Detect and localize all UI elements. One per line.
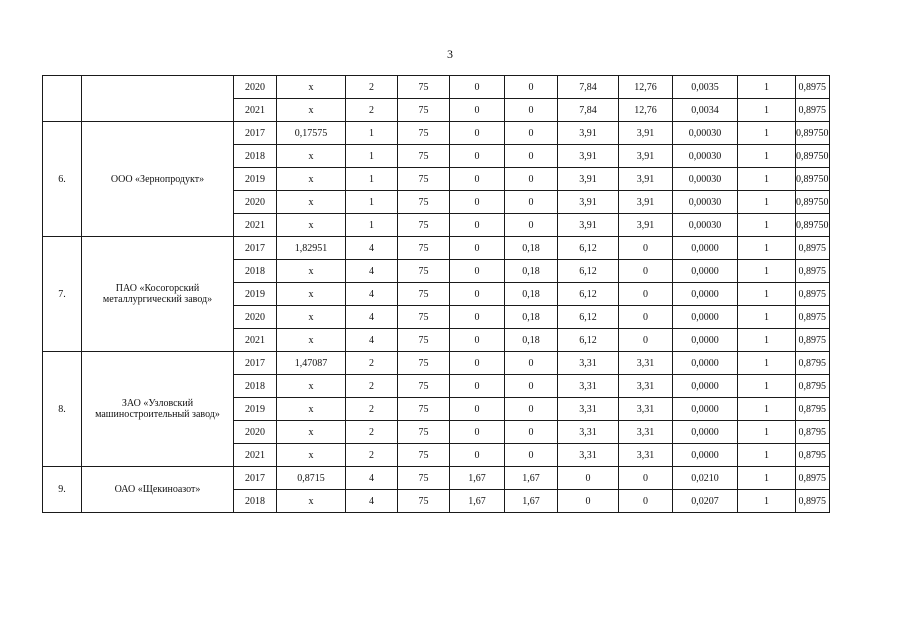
table-cell: x	[277, 283, 346, 306]
table-cell: 0,89750	[796, 214, 830, 237]
table-cell: 3,91	[558, 122, 619, 145]
table-cell: 0,0000	[673, 237, 738, 260]
table-cell: 3,31	[558, 375, 619, 398]
table-cell: 2021	[234, 99, 277, 122]
table-cell: 4	[346, 260, 398, 283]
table-cell: 75	[398, 398, 450, 421]
table-cell: 0,0000	[673, 444, 738, 467]
table-cell: 0	[450, 260, 505, 283]
table-cell: 0	[505, 352, 558, 375]
table-cell: 1	[738, 375, 796, 398]
table-cell: 0	[450, 237, 505, 260]
table-cell: 0	[450, 421, 505, 444]
row-number-cell: 6.	[43, 122, 82, 237]
table-cell: 7,84	[558, 99, 619, 122]
company-name-cell	[82, 352, 234, 467]
table-cell: 0,8975	[796, 329, 830, 352]
table-cell: 1	[738, 444, 796, 467]
row-number-cell	[43, 76, 82, 122]
table-cell: 1	[738, 122, 796, 145]
table-cell: 75	[398, 329, 450, 352]
table-cell: 0,89750	[796, 191, 830, 214]
table-cell: 0,0000	[673, 398, 738, 421]
table-row	[43, 237, 830, 260]
table-cell: 2020	[234, 306, 277, 329]
table-cell: 75	[398, 444, 450, 467]
table-cell: 0,8975	[796, 283, 830, 306]
table-cell: 3,91	[619, 214, 673, 237]
table-cell: 1	[346, 168, 398, 191]
table-cell: 0,8795	[796, 375, 830, 398]
table-cell: 1	[738, 168, 796, 191]
table-cell: 0,8975	[796, 237, 830, 260]
table-cell: 3,31	[619, 375, 673, 398]
table-cell: 2021	[234, 214, 277, 237]
company-name-line: ООО «Зернопродукт»	[110, 173, 205, 185]
table-cell: 2	[346, 76, 398, 99]
table-cell: x	[277, 329, 346, 352]
table-cell: 4	[346, 490, 398, 513]
table-cell: 0	[619, 329, 673, 352]
table-cell: 0	[505, 398, 558, 421]
table-cell: 0,0000	[673, 306, 738, 329]
table-cell: 3,91	[558, 168, 619, 191]
table-cell: 0	[450, 99, 505, 122]
table-cell: 1	[738, 145, 796, 168]
table-cell: 0,8795	[796, 421, 830, 444]
table-cell: 0	[619, 283, 673, 306]
table-cell: x	[277, 191, 346, 214]
table-cell: 0,8975	[796, 260, 830, 283]
table-cell: x	[277, 214, 346, 237]
table-cell: 0,89750	[796, 145, 830, 168]
company-name-line: металлургический завод»	[102, 294, 213, 305]
table-cell: x	[277, 375, 346, 398]
table-cell: 2020	[234, 76, 277, 99]
table-cell: 1	[738, 329, 796, 352]
table-cell: 0	[450, 329, 505, 352]
table-cell: 75	[398, 352, 450, 375]
table-cell: 2018	[234, 375, 277, 398]
table-cell: 0,8975	[796, 76, 830, 99]
table-cell: 2020	[234, 191, 277, 214]
table-cell: 2019	[234, 283, 277, 306]
table-cell: 0,89750	[796, 122, 830, 145]
table-cell: 2	[346, 375, 398, 398]
table-cell: 2	[346, 99, 398, 122]
table-cell: 0,00030	[673, 214, 738, 237]
company-name-cell	[82, 467, 234, 513]
table-cell: 75	[398, 375, 450, 398]
table-cell: 1	[738, 352, 796, 375]
table-cell: 0	[505, 421, 558, 444]
table-cell: x	[277, 76, 346, 99]
table-cell: 0	[505, 214, 558, 237]
table-cell: 3,31	[558, 421, 619, 444]
table-cell: 0,00030	[673, 191, 738, 214]
data-table	[42, 75, 830, 513]
table-cell: 0	[450, 283, 505, 306]
table-cell: 0,89750	[796, 168, 830, 191]
table-cell: 1	[738, 283, 796, 306]
table-cell: x	[277, 99, 346, 122]
table-cell: 0,0207	[673, 490, 738, 513]
table-cell: 0	[619, 490, 673, 513]
table-cell: 0	[450, 76, 505, 99]
table-cell: 0,8975	[796, 467, 830, 490]
table-cell: 0	[505, 444, 558, 467]
table-body	[43, 76, 830, 513]
table-cell: 3,31	[619, 398, 673, 421]
table-cell: 75	[398, 283, 450, 306]
table-cell: 12,76	[619, 99, 673, 122]
table-cell: 0	[450, 214, 505, 237]
table-cell: x	[277, 398, 346, 421]
table-cell: 3,91	[619, 191, 673, 214]
table-cell: 0	[505, 145, 558, 168]
table-cell: 1	[738, 467, 796, 490]
table-cell: 0	[619, 467, 673, 490]
table-cell: 0	[450, 145, 505, 168]
company-name-cell	[82, 237, 234, 352]
table-cell: 75	[398, 145, 450, 168]
table-cell: x	[277, 145, 346, 168]
table-cell: 0,0000	[673, 352, 738, 375]
table-cell: 2021	[234, 444, 277, 467]
table-cell: 75	[398, 214, 450, 237]
table-cell: 0,18	[505, 283, 558, 306]
table-cell: 6,12	[558, 260, 619, 283]
table-cell: 6,12	[558, 329, 619, 352]
table-cell: 75	[398, 306, 450, 329]
table-cell: x	[277, 490, 346, 513]
table-cell: 0,0035	[673, 76, 738, 99]
table-cell: 1,82951	[277, 237, 346, 260]
table-cell: 0,8795	[796, 398, 830, 421]
table-cell: 1	[738, 76, 796, 99]
table-cell: 2017	[234, 352, 277, 375]
table-cell: 0,8795	[796, 352, 830, 375]
table-cell: 0,17575	[277, 122, 346, 145]
table-cell: 1	[738, 237, 796, 260]
table-cell: 1	[738, 306, 796, 329]
table-cell: 0	[505, 122, 558, 145]
table-cell: 0	[450, 306, 505, 329]
table-cell: 0,00030	[673, 122, 738, 145]
table-cell: x	[277, 260, 346, 283]
row-number-cell: 7.	[43, 237, 82, 352]
table-cell: 0,8975	[796, 99, 830, 122]
table-cell: 75	[398, 99, 450, 122]
table-cell: 2017	[234, 237, 277, 260]
table-cell: 0	[450, 352, 505, 375]
table-cell: 0	[619, 306, 673, 329]
table-cell: 0	[505, 191, 558, 214]
company-name-line: ПАО «Косогорский	[115, 283, 200, 294]
table-cell: 0	[450, 444, 505, 467]
company-name-cell	[82, 76, 234, 122]
table-cell: 1,67	[505, 467, 558, 490]
table-cell: 0,18	[505, 260, 558, 283]
table-cell: x	[277, 421, 346, 444]
table-cell: 4	[346, 237, 398, 260]
table-cell: 2021	[234, 329, 277, 352]
table-cell: 1	[346, 214, 398, 237]
table-cell: 0	[619, 260, 673, 283]
table-cell: 75	[398, 191, 450, 214]
table-cell: 75	[398, 260, 450, 283]
table-cell: 1	[738, 421, 796, 444]
table-cell: 1	[738, 398, 796, 421]
table-cell: 0	[450, 398, 505, 421]
table-cell: 1	[346, 145, 398, 168]
table-cell: 2	[346, 352, 398, 375]
company-name-line: ЗАО «Узловский	[121, 398, 194, 409]
table-cell: 2019	[234, 398, 277, 421]
table-cell: 4	[346, 306, 398, 329]
company-name-line: ОАО «Щекиноазот»	[114, 484, 201, 495]
page-number: 3	[447, 47, 453, 61]
table-cell: 1,47087	[277, 352, 346, 375]
table-cell: 0	[505, 76, 558, 99]
row-number-cell: 8.	[43, 352, 82, 467]
table-cell: 3,31	[619, 444, 673, 467]
table-cell: 0,0000	[673, 260, 738, 283]
table-cell: 1	[346, 122, 398, 145]
table-cell: 4	[346, 329, 398, 352]
table-row	[43, 352, 830, 375]
table-cell: 6,12	[558, 283, 619, 306]
table-cell: 0	[450, 168, 505, 191]
table-row	[43, 467, 830, 490]
table-cell: 0,8795	[796, 444, 830, 467]
row-number-cell: 9.	[43, 467, 82, 513]
table-cell: 0,00030	[673, 145, 738, 168]
table-cell: 0,8975	[796, 306, 830, 329]
table-cell: 1	[738, 490, 796, 513]
table-cell: 1	[738, 99, 796, 122]
table-cell: 1	[738, 191, 796, 214]
table-cell: 75	[398, 122, 450, 145]
table-cell: 0,0000	[673, 421, 738, 444]
table-cell: 0,8715	[277, 467, 346, 490]
table-cell: 3,31	[558, 352, 619, 375]
table-cell: 0	[450, 191, 505, 214]
table-cell: 75	[398, 237, 450, 260]
table-cell: 4	[346, 283, 398, 306]
table-cell: 3,31	[558, 398, 619, 421]
table-cell: 0,0000	[673, 329, 738, 352]
table-cell: 0	[558, 467, 619, 490]
table-cell: 12,76	[619, 76, 673, 99]
table-row	[43, 122, 830, 145]
table-cell: 0	[619, 237, 673, 260]
table-cell: 0,8975	[796, 490, 830, 513]
table-cell: 0	[450, 375, 505, 398]
table-cell: 2	[346, 421, 398, 444]
table-cell: x	[277, 444, 346, 467]
table-cell: 6,12	[558, 306, 619, 329]
table-cell: 3,91	[558, 214, 619, 237]
table-cell: 3,91	[558, 145, 619, 168]
table-cell: 4	[346, 467, 398, 490]
table-cell: 2017	[234, 467, 277, 490]
table-cell: 1	[738, 260, 796, 283]
table-row	[43, 76, 830, 99]
table-cell: 2017	[234, 122, 277, 145]
table-cell: 75	[398, 467, 450, 490]
table-cell: 2018	[234, 260, 277, 283]
table-cell: 2018	[234, 490, 277, 513]
table-cell: 0,0000	[673, 283, 738, 306]
table-cell: 2019	[234, 168, 277, 191]
table-cell: 75	[398, 76, 450, 99]
table-cell: 3,91	[619, 168, 673, 191]
table-cell: 7,84	[558, 76, 619, 99]
table-cell: 2	[346, 444, 398, 467]
table-cell: 0,00030	[673, 168, 738, 191]
table-cell: 0,0210	[673, 467, 738, 490]
table-cell: x	[277, 306, 346, 329]
table-cell: 3,31	[619, 421, 673, 444]
table-cell: 2018	[234, 145, 277, 168]
table-cell: 1,67	[450, 467, 505, 490]
table-cell: x	[277, 168, 346, 191]
table-cell: 3,91	[619, 122, 673, 145]
table-cell: 0	[505, 375, 558, 398]
table-cell: 6,12	[558, 237, 619, 260]
table-cell: 0	[505, 99, 558, 122]
table-cell: 3,31	[558, 444, 619, 467]
table-cell: 2020	[234, 421, 277, 444]
table-cell: 0,18	[505, 329, 558, 352]
table-cell: 75	[398, 421, 450, 444]
company-name-line: машиностроительный завод»	[95, 409, 220, 420]
table-cell: 0,0034	[673, 99, 738, 122]
table-cell: 0	[450, 122, 505, 145]
table-cell: 0,18	[505, 306, 558, 329]
table-cell: 1,67	[505, 490, 558, 513]
table-cell: 1	[738, 214, 796, 237]
table-cell: 0	[505, 168, 558, 191]
table-cell: 3,91	[619, 145, 673, 168]
table-cell: 75	[398, 490, 450, 513]
table-cell: 0	[558, 490, 619, 513]
table-cell: 75	[398, 168, 450, 191]
table-cell: 2	[346, 398, 398, 421]
table-cell: 3,91	[558, 191, 619, 214]
table-cell: 3,31	[619, 352, 673, 375]
table-cell: 0,0000	[673, 375, 738, 398]
table-cell: 1,67	[450, 490, 505, 513]
table-cell: 1	[346, 191, 398, 214]
company-name-cell	[82, 122, 234, 237]
table-cell: 0,18	[505, 237, 558, 260]
